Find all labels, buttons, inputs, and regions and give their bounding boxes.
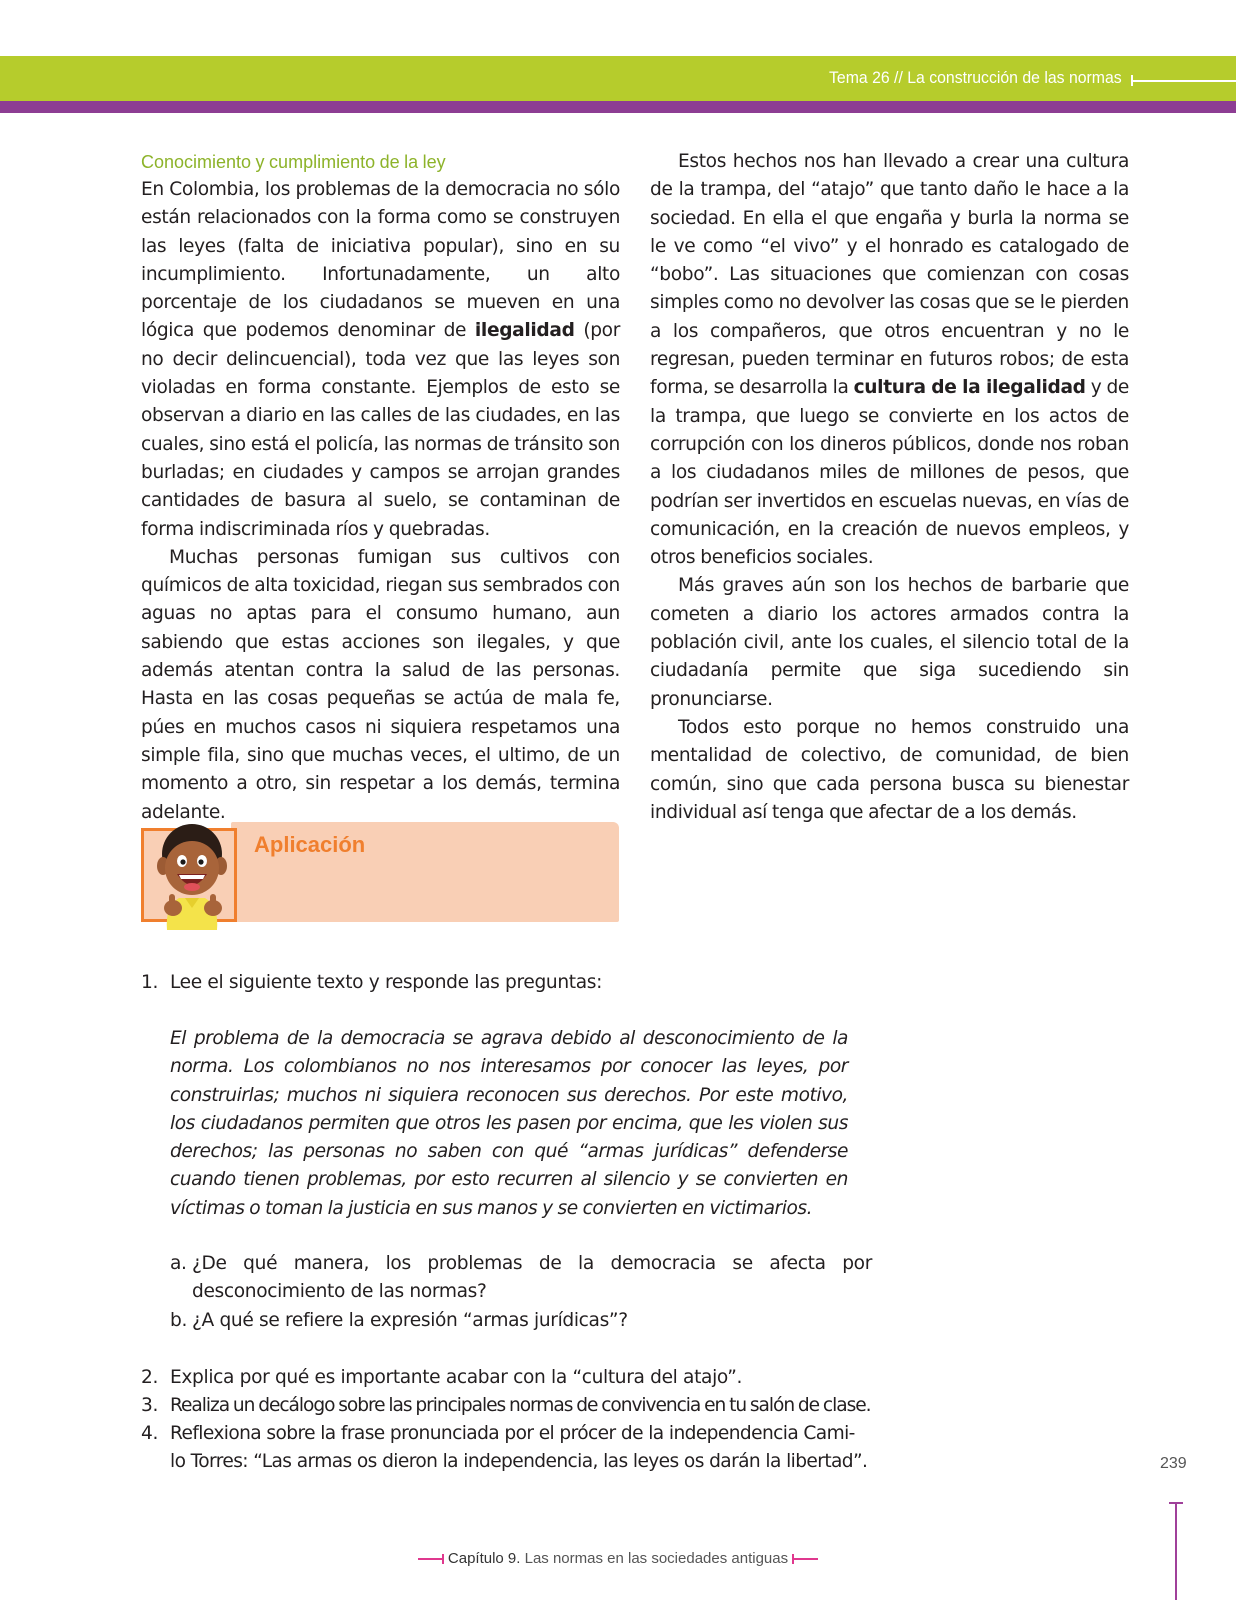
question-label: a. bbox=[170, 1253, 187, 1274]
chapter-label: Capítulo 9. bbox=[447, 1550, 521, 1567]
exercise-number: 1. bbox=[141, 972, 159, 993]
header-line bbox=[1132, 80, 1236, 82]
quoted-text: El problema de la democracia se agrava debido al desconocimiento de la norma. Los colombianos no nos interesamos por conocer las leyes, por construirlas; muchos ni siquiera reconocen sus derechos. Por este motivo, los ciudadanos permiten que otros les pasen por encima, que les violen sus derechos; las personas no saben con qué “armas jurídicas” defenderse cuando tienen problemas, por esto recurren al silencio y se convierten en víctimas o toman la justicia en sus manos y se convierten en victimarios. bbox=[170, 1028, 848, 1219]
exercise-text: Explica por qué es importante acabar con la “cultura del atajo”. bbox=[170, 1367, 743, 1388]
page-number: 239 bbox=[1160, 1455, 1187, 1472]
chapter-title: Las normas en las sociedades antiguas bbox=[524, 1550, 789, 1567]
paragraph: Más graves aún son los hechos de barbarie que cometen a diario los actores armados contra la población civil, ante los cuales, el silencio total de la ciudadanía permite que siga sucediendo sin pronunciarse. bbox=[650, 575, 1129, 710]
header-underline-band bbox=[0, 101, 1236, 113]
exercise-text: Lee el siguiente texto y responde las preguntas: bbox=[170, 972, 603, 993]
bold-term: cultura de la ilegalidad bbox=[853, 377, 1086, 399]
footer-line-left bbox=[418, 1558, 444, 1560]
question-text: ¿De qué manera, los problemas de la democracia se afecta por desconocimiento de las normas? bbox=[192, 1253, 872, 1303]
application-label: Aplicación bbox=[254, 832, 366, 857]
exercise-number: 3. bbox=[141, 1395, 159, 1416]
exercise-text-line-1: Reflexiona sobre la frase pronunciada por el prócer de la independencia Cami- bbox=[170, 1423, 855, 1444]
bold-term: ilegalidad bbox=[474, 320, 575, 342]
paragraph: Todos esto porque no hemos construido una mentalidad de colectivo, de comunidad, de bien común, sino que cada persona busca su bienestar individual así tenga que afectar de a los demás. bbox=[650, 716, 1129, 823]
paragraph: Estos hechos nos han llevado a crear una cultura de la trampa, del “atajo” que tanto daño le hace a la sociedad. En ella el que engaña y burla la norma se le ve como “el vivo” y el honrado es catalogado de “bobo”. Las situaciones que comienzan con cosas simples como no devolver las cosas que se le pierden a los compañeros, que otros encuentran y no le regresan, pueden terminar en futuros robos; de esta forma, se desarrolla la cultura de la ilegalidad y de la trampa, que luego se convierte en los actos de corrupción con los dineros públicos, donde nos roban a los ciudadanos miles de millones de pesos, que podrían ser invertidos en escuelas nuevas, en vías de comunicación, en la creación de nuevos empleos, y otros beneficios sociales. bbox=[650, 151, 1129, 569]
smiling-boy-thumbs-up-icon bbox=[149, 818, 239, 930]
topic-title: Tema 26 // La construcción de las normas bbox=[829, 68, 1122, 87]
chapter-footer bbox=[0, 1550, 1236, 1567]
question-text: ¿A qué se refiere la expresión “armas jurídicas”? bbox=[192, 1310, 628, 1331]
application-banner bbox=[141, 818, 621, 928]
footer-line-right bbox=[792, 1558, 818, 1560]
right-column bbox=[650, 148, 1129, 827]
question-label: b. bbox=[170, 1310, 188, 1331]
exercise-text: Realiza un decálogo sobre las principales normas de convivencia en tu salón de clase. bbox=[170, 1395, 871, 1416]
exercise-number: 4. bbox=[141, 1423, 159, 1444]
left-column bbox=[141, 148, 620, 827]
paragraph: En Colombia, los problemas de la democracia no sólo están relacionados con la forma como se construyen las leyes (falta de iniciativa popular), sino en su incumplimiento. Infortunadamente, un alto porcentaje de los ciudadanos se mueven en una lógica que podemos denominar de ilegalidad (por no decir delincuencial), toda vez que las leyes son violadas en forma constante. Ejemplos de esto se observan a diario en las calles de las ciudades, en las cuales, sino está el policía, las normas de tránsito son burladas; en ciudades y campos se arrojan grandes cantidades de basura al suelo, se contaminan de forma indiscriminada ríos y quebradas. bbox=[141, 179, 620, 540]
exercise-number: 2. bbox=[141, 1367, 159, 1388]
paragraph: Muchas personas fumigan sus cultivos con químicos de alta toxicidad, riegan sus sembrados con aguas no aptas para el consumo humano, aun sabiendo que estas acciones son ilegales, y que además atentan contra la salud de las personas. Hasta en las cosas pequeñas se actúa de mala fe, púes en muchos casos ni siquiera respetamos una simple fila, sino que muchas veces, el ultimo, de un momento a otro, sin respetar a los demás, termina adelante. bbox=[141, 546, 620, 823]
section-heading: Conocimiento y cumplimiento de la ley bbox=[141, 152, 446, 172]
exercise-text-line-2: lo Torres: “Las armas os dieron la independencia, las leyes os darán la libertad”. bbox=[170, 1451, 868, 1472]
